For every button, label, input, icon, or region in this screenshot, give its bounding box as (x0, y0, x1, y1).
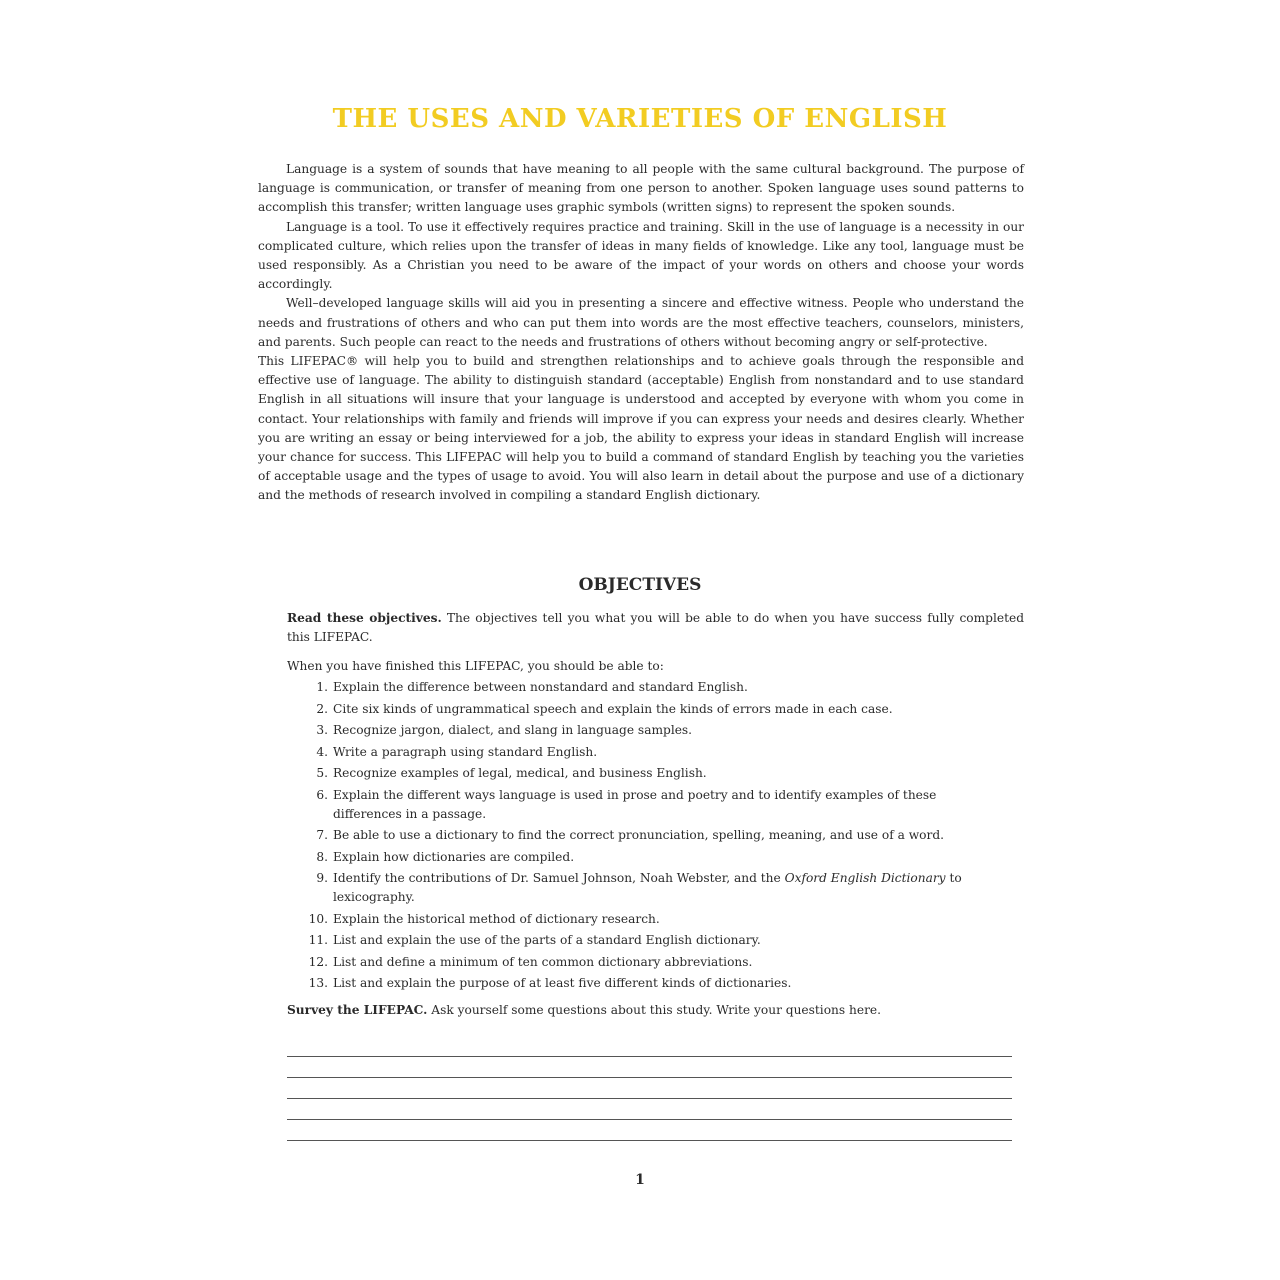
objectives-intro (287, 609, 1024, 647)
objective-text: Explain the historical method of dictionary research. (333, 911, 660, 926)
objective-text: Recognize examples of legal, medical, and business English. (333, 766, 707, 780)
answer-line[interactable] (287, 1140, 1012, 1141)
objectives-section (287, 609, 1024, 1020)
objective-item (287, 743, 1024, 762)
objective-number: 11. (308, 933, 328, 947)
objective-text: Explain the difference between nonstandard and standard English. (333, 680, 748, 694)
objective-text: Recognize jargon, dialect, and slang in language samples. (333, 723, 693, 737)
objective-number: 4. (316, 744, 328, 759)
objective-item (287, 764, 1024, 783)
objective-item (287, 826, 1024, 845)
objective-text (333, 869, 1005, 907)
survey-prompt (287, 1001, 1024, 1020)
objective-text: Write a paragraph using standard English. (333, 744, 598, 759)
objective-item (287, 953, 1024, 972)
survey-lead: Survey the LIFEPAC. (287, 1003, 428, 1017)
objective-number: 12. (308, 954, 328, 969)
objective-item (287, 848, 1024, 867)
intro-paragraph-3: Well–developed language skills will aid you in presenting a sincere and effective witness. People who understand the needs and frustrations of others and who can put them into words are the most effective teachers, counselors, ministers, and parents. Such people can react to the needs and frustrations of others without becoming angry or self-protective. (258, 296, 1024, 349)
objective-text: List and explain the purpose of at least five different kinds of dictionaries. (333, 976, 792, 990)
objective-item (287, 721, 1024, 740)
objective-number: 13. (308, 976, 328, 990)
objective-text: Explain how dictionaries are compiled. (333, 849, 575, 864)
objective-number: 10. (308, 911, 328, 926)
objective-text-italic: Oxford English Dictionary (784, 871, 946, 885)
page-number: 1 (635, 1172, 645, 1188)
answer-line[interactable] (287, 1056, 1012, 1057)
page-title: THE USES AND VARIETIES OF ENGLISH (332, 104, 948, 134)
answer-line[interactable] (287, 1119, 1012, 1120)
objective-item (287, 786, 1024, 824)
objective-item (287, 931, 1024, 950)
objective-text: Cite six kinds of ungrammatical speech and explain the kinds of errors made in each case. (333, 701, 893, 716)
objective-number: 5. (316, 766, 328, 780)
survey-text: Ask yourself some questions about this study. Write your questions here. (427, 1003, 881, 1017)
objective-item (287, 974, 1024, 993)
objective-number: 8. (316, 849, 328, 864)
objective-number: 6. (316, 787, 328, 802)
objective-text: List and explain the use of the parts of a standard English dictionary. (333, 933, 761, 947)
answer-line[interactable] (287, 1098, 1012, 1099)
objective-number: 7. (316, 828, 328, 842)
objective-number: 1. (316, 680, 328, 694)
intro-section (258, 160, 1024, 506)
objective-number: 2. (316, 701, 328, 716)
objectives-when: When you have finished this LIFEPAC, you should be able to: (287, 659, 664, 673)
objective-item (287, 700, 1024, 719)
objective-text-part: to lexicography. (333, 871, 962, 904)
intro-paragraph-4: This LIFEPAC® will help you to build and strengthen relationships and to achieve goals through the responsible and effective use of language. The ability to distinguish standard (acceptable) English from nonstandard and to use standard English in all situations will insure that your language is understood and accepted by everyone with whom you come in contact. Your relationships with family and friends will improve if you can express your needs and desires clearly. Whether you are writing an essay or being interviewed for a job, the ability to express your ideas in standard English will increase your chance for success. This LIFEPAC will help you to build a command of standard English by teaching you the varieties of acceptable usage and the types of usage to avoid. You will also learn in detail about the purpose and use of a dictionary and the methods of research involved in compiling a standard English dictionary. (258, 354, 1024, 503)
objective-text: Explain the different ways language is used in prose and poetry and to identify examples of these differences in a passage. (333, 787, 937, 821)
answer-line[interactable] (287, 1077, 1012, 1078)
objective-number: 9. (316, 871, 328, 885)
objectives-intro-lead: Read these objectives. (287, 611, 442, 625)
objective-item (287, 678, 1024, 697)
intro-paragraph-1: Language is a system of sounds that have meaning to all people with the same cultural background. The purpose of language is communication, or transfer of meaning from one person to another. Spoken language uses sound patterns to accomplish this transfer; written language uses graphic symbols (written signs) to represent the spoken sounds. (258, 162, 1024, 215)
objectives-list (287, 678, 1024, 993)
objective-text-part: Identify the contributions of Dr. Samuel Johnson, Noah Webster, and the (333, 871, 785, 885)
objective-item (287, 910, 1024, 929)
objectives-intro-text: The objectives tell you what you will be able to do when you have success fully completed this LIFEPAC. (287, 611, 1024, 644)
objective-number: 3. (316, 723, 328, 737)
objective-text: List and define a minimum of ten common dictionary abbreviations. (333, 954, 753, 969)
objectives-heading: OBJECTIVES (578, 575, 702, 595)
intro-paragraph-2: Language is a tool. To use it effectively requires practice and training. Skill in the use of language is a necessity in our complicated culture, which relies upon the transfer of ideas in many fields of knowledge. Like any tool, language must be used responsibly. As a Christian you need to be aware of the impact of your words on others and choose your words accordingly. (258, 219, 1024, 292)
objective-text: Be able to use a dictionary to find the correct pronunciation, spelling, meaning, and use of a word. (333, 828, 945, 842)
objective-item (287, 869, 1024, 907)
